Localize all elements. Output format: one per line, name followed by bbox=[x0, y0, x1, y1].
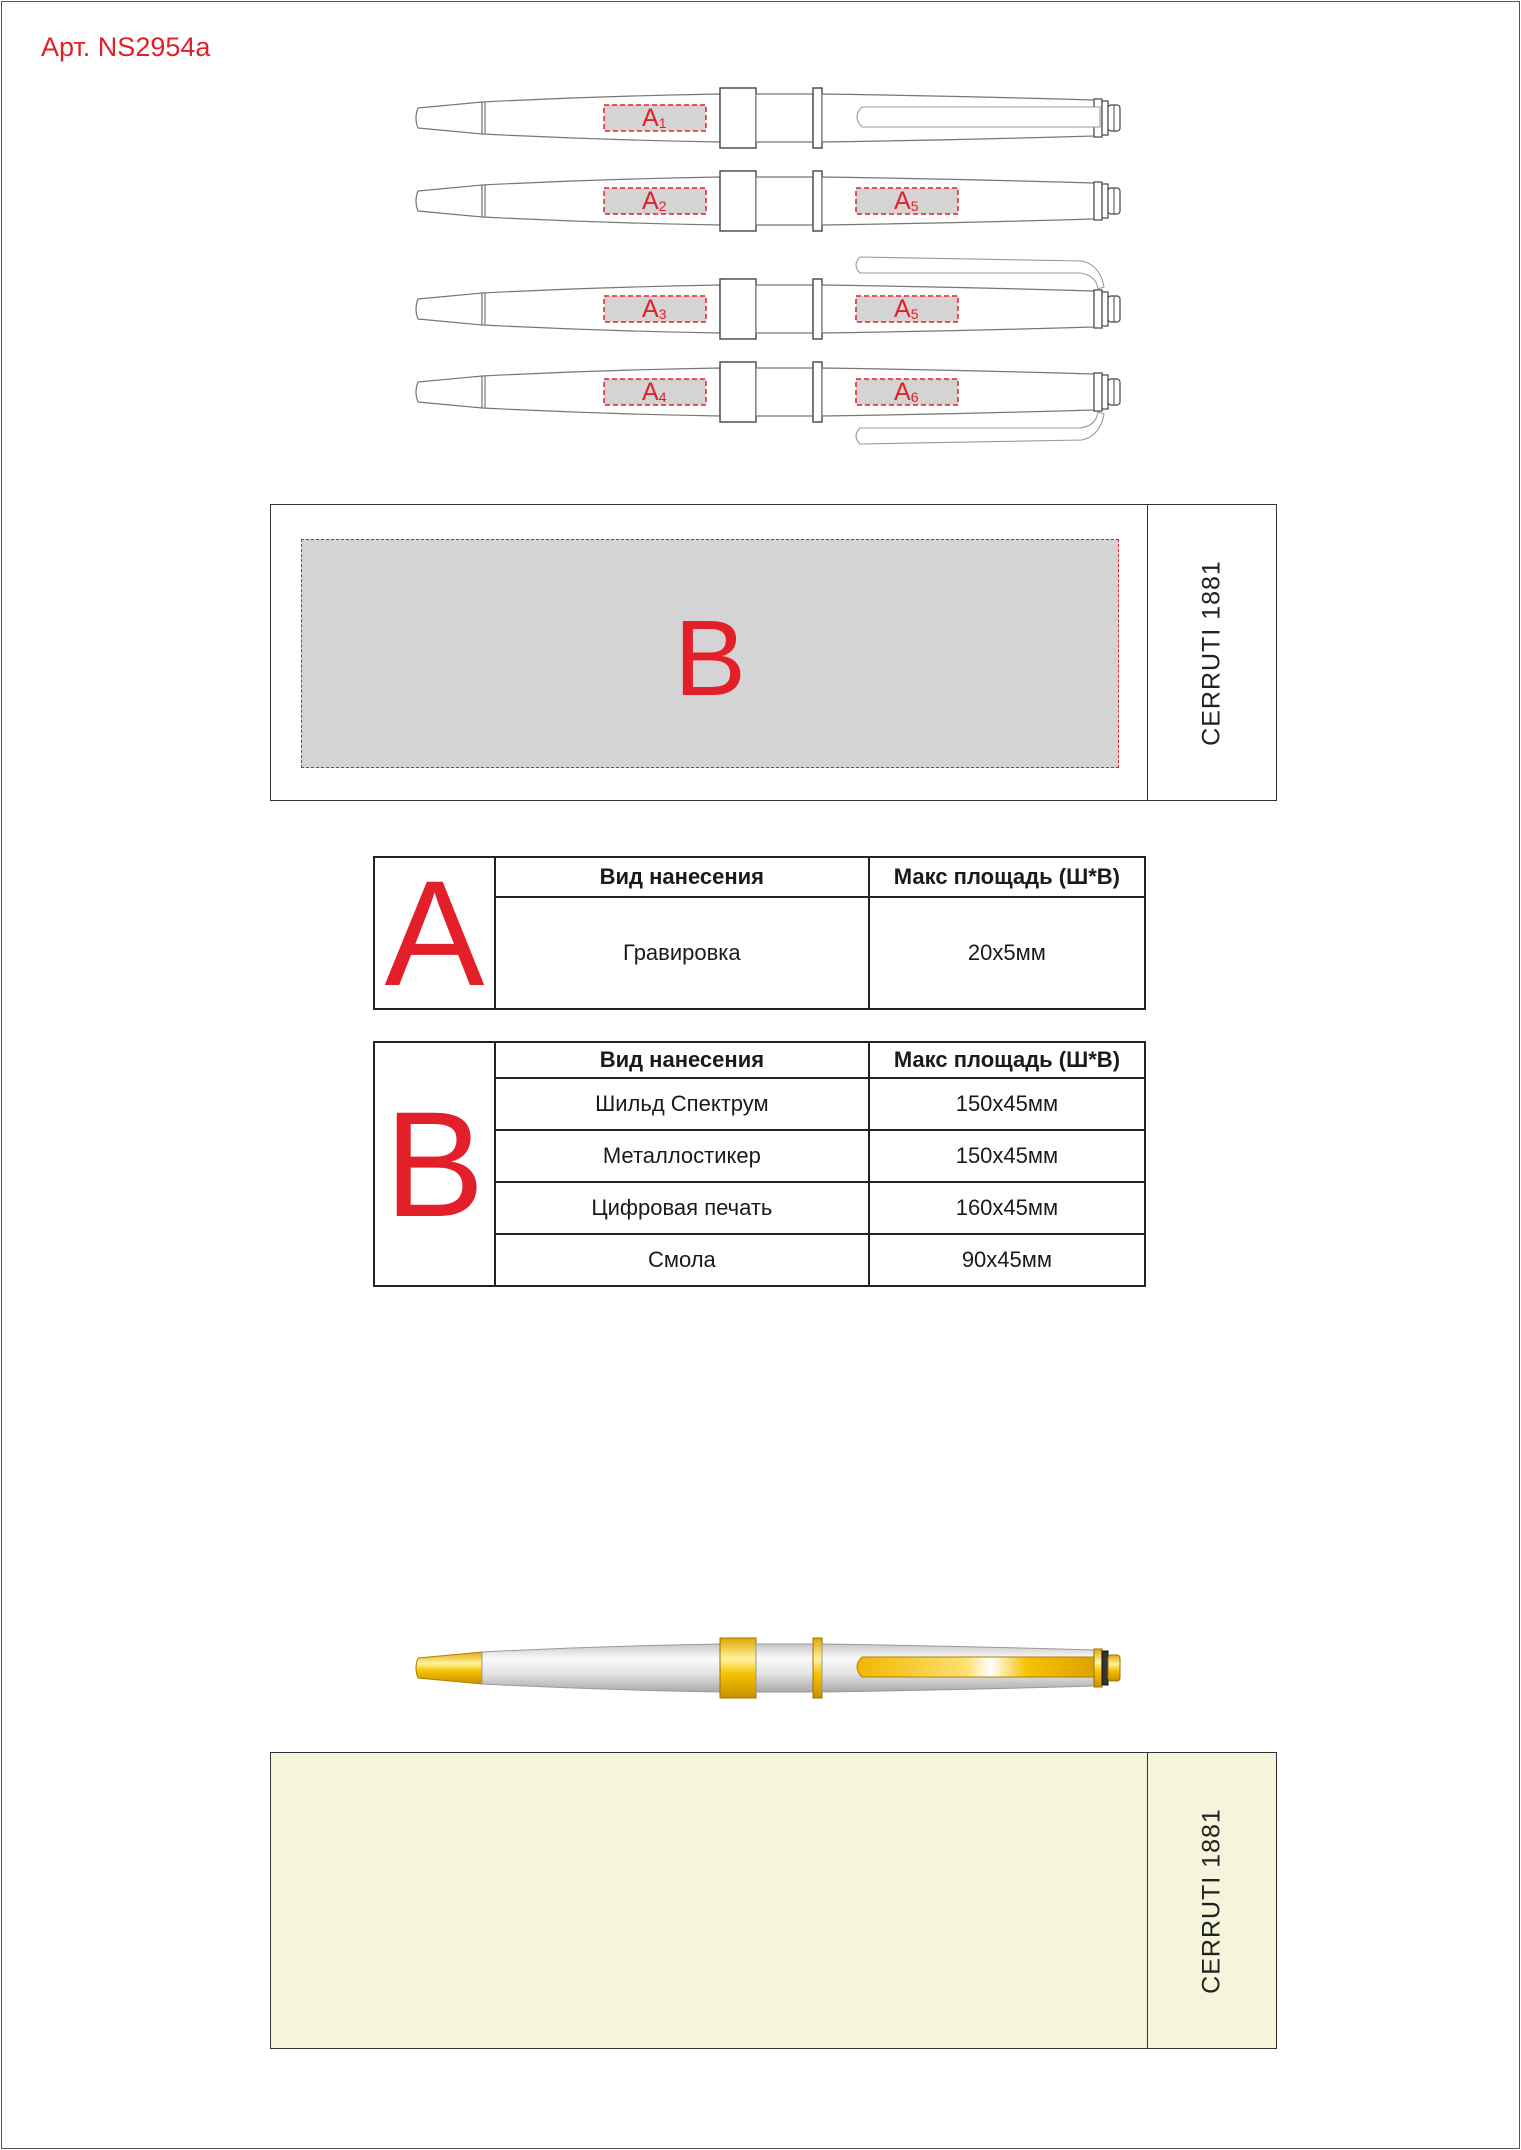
table-b-row-3-method: Цифровая печать bbox=[495, 1182, 869, 1234]
table-b-letter: B bbox=[384, 1080, 485, 1248]
table-a-area: 20x5мм bbox=[869, 897, 1145, 1009]
gift-box-color bbox=[270, 1752, 1277, 2049]
zone-label-a2: $A_2$ bbox=[642, 187, 667, 215]
print-area-b-letter: B bbox=[673, 597, 747, 718]
article-number: Арт. NS2954a bbox=[41, 32, 211, 62]
table-b-row-4-method: Смола bbox=[495, 1234, 869, 1286]
zone-label-a5: $A_5$ bbox=[894, 187, 919, 215]
table-b-row-1-method: Шильд Спектрум bbox=[495, 1078, 869, 1130]
zone-label-a6: $A_6$ bbox=[894, 378, 919, 406]
table-b-row-4-area: 90x45мм bbox=[869, 1234, 1145, 1286]
box-side-panel-color bbox=[1147, 1752, 1277, 2049]
zone-label-a4: $A_4$ bbox=[642, 378, 667, 406]
table-b-header-method: Вид нанесения bbox=[495, 1042, 869, 1078]
zone-label-a5-second: $A_5$ bbox=[894, 295, 919, 323]
table-b-header-area: Макс площадь (Ш*В) bbox=[869, 1042, 1145, 1078]
brand-name: CERRUTI 1881 bbox=[1197, 559, 1226, 746]
table-b-row-1-area: 150x45мм bbox=[869, 1078, 1145, 1130]
zone-label-a1: $A_1$ bbox=[642, 104, 667, 132]
zone-label-a3: $A_3$ bbox=[642, 295, 667, 323]
table-a-method: Гравировка bbox=[495, 897, 869, 1009]
table-a-letter: A bbox=[384, 849, 485, 1017]
brand-name-color: CERRUTI 1881 bbox=[1197, 1807, 1226, 1994]
table-b-row-2-method: Металлостикер bbox=[495, 1130, 869, 1182]
table-b-row-3-area: 160x45мм bbox=[869, 1182, 1145, 1234]
table-a-header-area: Макс площадь (Ш*В) bbox=[869, 857, 1145, 897]
table-a-header-method: Вид нанесения bbox=[495, 857, 869, 897]
table-b-row-2-area: 150x45мм bbox=[869, 1130, 1145, 1182]
